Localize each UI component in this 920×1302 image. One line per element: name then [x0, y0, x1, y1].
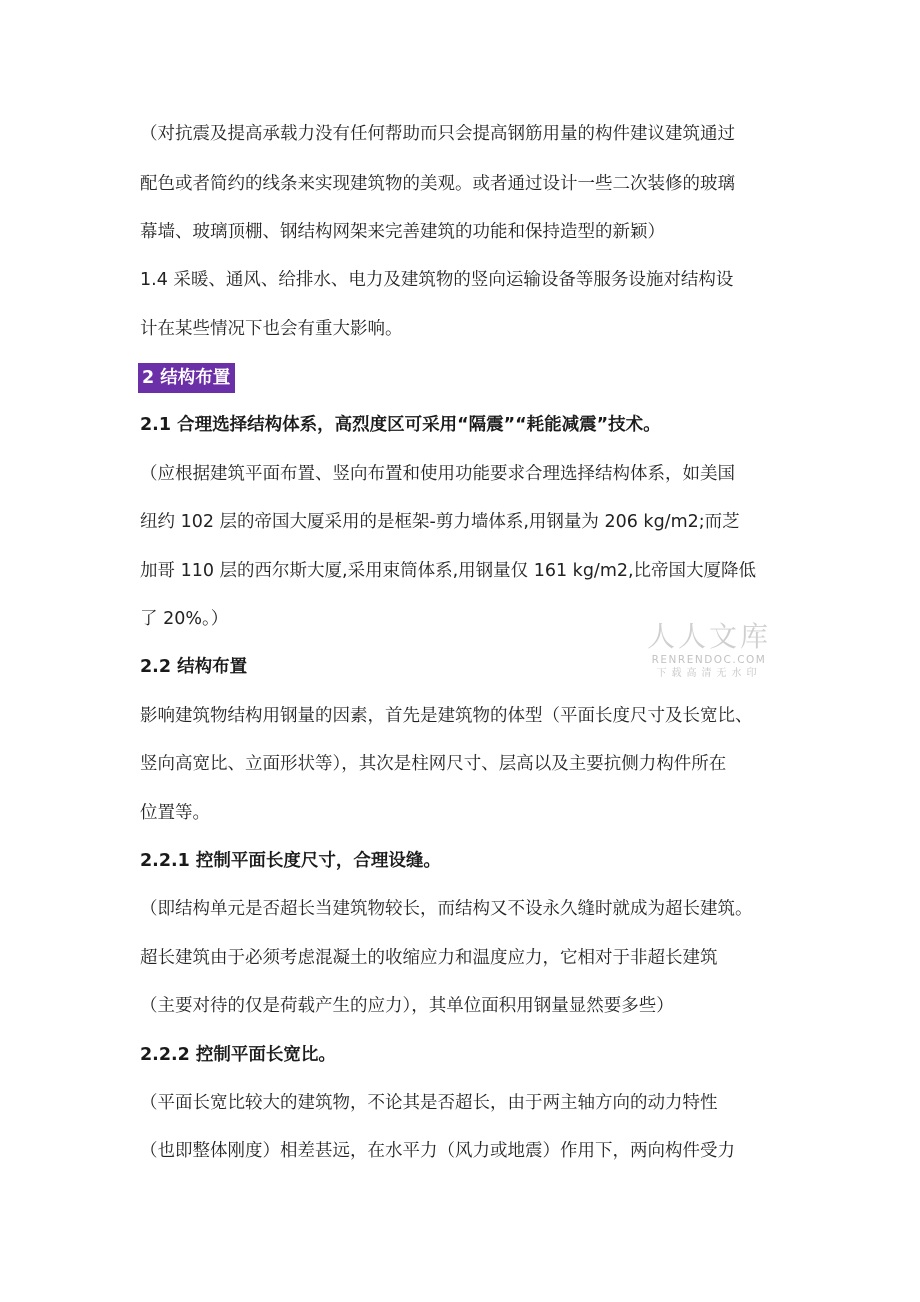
heading-2-2-1: 2.2.1 控制平面长度尺寸，合理设缝。	[140, 851, 441, 871]
paragraph-line: 竖向高宽比、立面形状等），其次是柱网尺寸、层高以及主要抗侧力构件所在	[140, 754, 727, 774]
section-heading: 2 结构布置	[138, 363, 235, 393]
paragraph-line: 计在某些情况下也会有重大影响。	[140, 319, 403, 339]
watermark-logo: 人人文库	[646, 620, 771, 653]
watermark	[646, 620, 772, 681]
paragraph-line: （也即整体刚度）相差甚远，在水平力（风力或地震）作用下，两向构件受力	[140, 1141, 735, 1161]
heading-2-1: 2.1 合理选择结构体系，高烈度区可采用“隔震”“耗能减震”技术。	[140, 415, 661, 435]
heading-2-2: 2.2 结构布置	[140, 657, 248, 677]
heading-2-2-2: 2.2.2 控制平面长宽比。	[140, 1045, 336, 1065]
paragraph-line: 加哥 110 层的西尔斯大厦,采用束筒体系,用钢量仅 161 kg/m2,比帝国大厦降低	[140, 561, 757, 581]
watermark-tagline: 下载高清无水印	[656, 668, 762, 679]
paragraph-line: （应根据建筑平面布置、竖向布置和使用功能要求合理选择结构体系，如美国	[140, 464, 735, 484]
paragraph-line: 了 20%。）	[140, 609, 229, 629]
paragraph-line: 位置等。	[140, 803, 210, 823]
paragraph-line: 幕墙、玻璃顶棚、钢结构网架来完善建筑的功能和保持造型的新颖）	[140, 222, 665, 242]
paragraph-line: 影响建筑物结构用钢量的因素，首先是建筑物的体型（平面长度尺寸及长宽比、	[140, 706, 753, 726]
paragraph-line: （即结构单元是否超长当建筑物较长，而结构又不设永久缝时就成为超长建筑。	[140, 899, 753, 919]
paragraph-line: 超长建筑由于必须考虑混凝土的收缩应力和温度应力，它相对于非超长建筑	[140, 948, 718, 968]
watermark-domain: RENRENDOC.COM	[651, 654, 767, 666]
paragraph-line: （平面长宽比较大的建筑物，不论其是否超长，由于两主轴方向的动力特性	[140, 1093, 718, 1113]
paragraph-line: 1.4 采暖、通风、给排水、电力及建筑物的竖向运输设备等服务设施对结构设	[140, 270, 734, 290]
paragraph-line: 配色或者简约的线条来实现建筑物的美观。或者通过设计一些二次装修的玻璃	[140, 174, 735, 194]
paragraph-line: （对抗震及提高承载力没有任何帮助而只会提高钢筋用量的构件建议建筑通过	[140, 124, 735, 144]
paragraph-line: （主要对待的仅是荷载产生的应力），其单位面积用钢量显然要多些）	[140, 996, 674, 1016]
paragraph-line: 纽约 102 层的帝国大厦采用的是框架-剪力墙体系,用钢量为 206 kg/m2;而芝	[140, 512, 740, 532]
